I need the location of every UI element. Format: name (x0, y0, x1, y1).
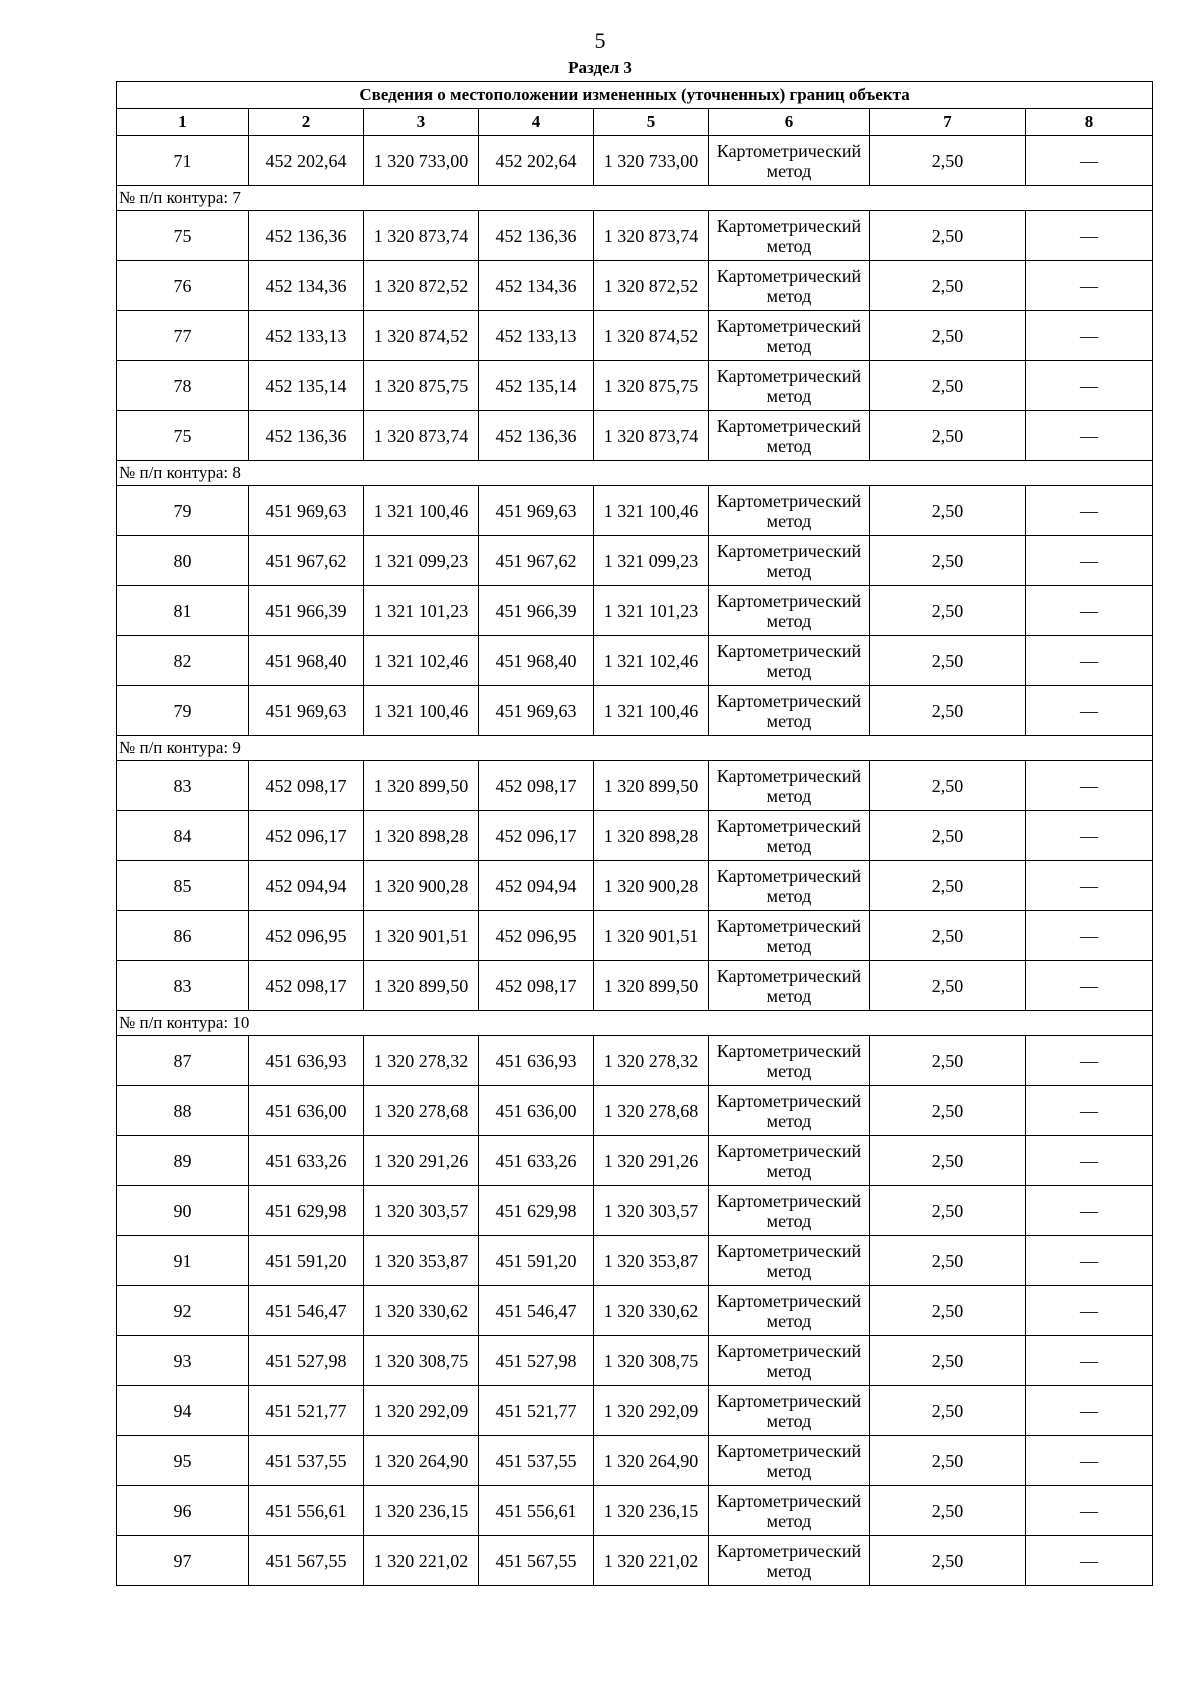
new-y-coordinate-cell: 1 320 292,09 (594, 1386, 709, 1436)
accuracy-cell: 2,50 (870, 1536, 1026, 1586)
accuracy-cell: 2,50 (870, 136, 1026, 186)
x-coordinate-cell: 451 591,20 (249, 1236, 364, 1286)
point-number-cell: 79 (117, 686, 249, 736)
point-number-cell: 79 (117, 486, 249, 536)
note-cell: — (1026, 411, 1153, 461)
new-y-coordinate-cell: 1 321 100,46 (594, 486, 709, 536)
method-cell: Картометрический метод (709, 536, 870, 586)
table-row (117, 536, 1153, 586)
new-x-coordinate-cell: 452 094,94 (479, 861, 594, 911)
x-coordinate-cell: 452 202,64 (249, 136, 364, 186)
point-number-cell: 82 (117, 636, 249, 686)
note-cell: — (1026, 1286, 1153, 1336)
accuracy-cell: 2,50 (870, 1286, 1026, 1336)
note-cell: — (1026, 1336, 1153, 1386)
new-y-coordinate-cell: 1 320 875,75 (594, 361, 709, 411)
contour-label: № п/п контура: 9 (117, 736, 1153, 761)
table-row (117, 411, 1153, 461)
note-cell: — (1026, 1386, 1153, 1436)
y-coordinate-cell: 1 320 221,02 (364, 1536, 479, 1586)
x-coordinate-cell: 451 527,98 (249, 1336, 364, 1386)
new-x-coordinate-cell: 451 556,61 (479, 1486, 594, 1536)
table-row (117, 961, 1153, 1011)
new-y-coordinate-cell: 1 320 901,51 (594, 911, 709, 961)
accuracy-cell: 2,50 (870, 486, 1026, 536)
note-cell: — (1026, 1486, 1153, 1536)
x-coordinate-cell: 452 136,36 (249, 411, 364, 461)
point-number-cell: 86 (117, 911, 249, 961)
method-cell: Картометрический метод (709, 1186, 870, 1236)
accuracy-cell: 2,50 (870, 536, 1026, 586)
method-cell: Картометрический метод (709, 586, 870, 636)
accuracy-cell: 2,50 (870, 861, 1026, 911)
table-row (117, 261, 1153, 311)
table-caption: Сведения о местоположении измененных (уточненных) границ объекта (117, 82, 1153, 109)
table-row (117, 1186, 1153, 1236)
new-x-coordinate-cell: 451 969,63 (479, 486, 594, 536)
new-y-coordinate-cell: 1 321 099,23 (594, 536, 709, 586)
new-y-coordinate-cell: 1 320 733,00 (594, 136, 709, 186)
new-x-coordinate-cell: 451 967,62 (479, 536, 594, 586)
new-x-coordinate-cell: 452 136,36 (479, 411, 594, 461)
point-number-cell: 78 (117, 361, 249, 411)
point-number-cell: 96 (117, 1486, 249, 1536)
note-cell: — (1026, 1536, 1153, 1586)
x-coordinate-cell: 451 546,47 (249, 1286, 364, 1336)
note-cell: — (1026, 1186, 1153, 1236)
new-x-coordinate-cell: 452 098,17 (479, 961, 594, 1011)
x-coordinate-cell: 451 633,26 (249, 1136, 364, 1186)
y-coordinate-cell: 1 320 330,62 (364, 1286, 479, 1336)
note-cell: — (1026, 361, 1153, 411)
method-cell: Картометрический метод (709, 1486, 870, 1536)
x-coordinate-cell: 451 567,55 (249, 1536, 364, 1586)
note-cell: — (1026, 1236, 1153, 1286)
method-cell: Картометрический метод (709, 1136, 870, 1186)
y-coordinate-cell: 1 320 291,26 (364, 1136, 479, 1186)
x-coordinate-cell: 452 134,36 (249, 261, 364, 311)
point-number-cell: 92 (117, 1286, 249, 1336)
accuracy-cell: 2,50 (870, 261, 1026, 311)
y-coordinate-cell: 1 320 900,28 (364, 861, 479, 911)
point-number-cell: 71 (117, 136, 249, 186)
new-y-coordinate-cell: 1 321 102,46 (594, 636, 709, 686)
accuracy-cell: 2,50 (870, 311, 1026, 361)
note-cell: — (1026, 261, 1153, 311)
table-row (117, 211, 1153, 261)
method-cell: Картометрический метод (709, 1236, 870, 1286)
x-coordinate-cell: 451 629,98 (249, 1186, 364, 1236)
y-coordinate-cell: 1 321 099,23 (364, 536, 479, 586)
method-cell: Картометрический метод (709, 686, 870, 736)
note-cell: — (1026, 486, 1153, 536)
point-number-cell: 91 (117, 1236, 249, 1286)
method-cell: Картометрический метод (709, 486, 870, 536)
contour-row (117, 736, 1153, 761)
new-x-coordinate-cell: 451 527,98 (479, 1336, 594, 1386)
table-row (117, 1086, 1153, 1136)
new-x-coordinate-cell: 452 135,14 (479, 361, 594, 411)
point-number-cell: 75 (117, 211, 249, 261)
y-coordinate-cell: 1 320 278,32 (364, 1036, 479, 1086)
new-y-coordinate-cell: 1 320 236,15 (594, 1486, 709, 1536)
point-number-cell: 95 (117, 1436, 249, 1486)
new-x-coordinate-cell: 451 966,39 (479, 586, 594, 636)
accuracy-cell: 2,50 (870, 211, 1026, 261)
accuracy-cell: 2,50 (870, 1386, 1026, 1436)
accuracy-cell: 2,50 (870, 361, 1026, 411)
new-y-coordinate-cell: 1 321 101,23 (594, 586, 709, 636)
table-row (117, 761, 1153, 811)
table-row (117, 811, 1153, 861)
method-cell: Картометрический метод (709, 411, 870, 461)
y-coordinate-cell: 1 320 899,50 (364, 961, 479, 1011)
table-row (117, 1436, 1153, 1486)
y-coordinate-cell: 1 320 901,51 (364, 911, 479, 961)
new-x-coordinate-cell: 452 134,36 (479, 261, 594, 311)
point-number-cell: 88 (117, 1086, 249, 1136)
column-header-row (117, 109, 1153, 136)
y-coordinate-cell: 1 320 733,00 (364, 136, 479, 186)
point-number-cell: 83 (117, 961, 249, 1011)
column-header: 4 (479, 109, 594, 136)
y-coordinate-cell: 1 320 873,74 (364, 211, 479, 261)
new-x-coordinate-cell: 452 133,13 (479, 311, 594, 361)
method-cell: Картометрический метод (709, 861, 870, 911)
note-cell: — (1026, 761, 1153, 811)
table-row (117, 861, 1153, 911)
y-coordinate-cell: 1 320 899,50 (364, 761, 479, 811)
table-row (117, 636, 1153, 686)
y-coordinate-cell: 1 320 874,52 (364, 311, 479, 361)
column-header: 8 (1026, 109, 1153, 136)
accuracy-cell: 2,50 (870, 1236, 1026, 1286)
table-row (117, 136, 1153, 186)
y-coordinate-cell: 1 320 264,90 (364, 1436, 479, 1486)
new-y-coordinate-cell: 1 320 221,02 (594, 1536, 709, 1586)
y-coordinate-cell: 1 320 278,68 (364, 1086, 479, 1136)
y-coordinate-cell: 1 321 101,23 (364, 586, 479, 636)
accuracy-cell: 2,50 (870, 1136, 1026, 1186)
table-row (117, 1236, 1153, 1286)
table-row (117, 1386, 1153, 1436)
new-y-coordinate-cell: 1 321 100,46 (594, 686, 709, 736)
column-header: 3 (364, 109, 479, 136)
table-row (117, 311, 1153, 361)
contour-label: № п/п контура: 8 (117, 461, 1153, 486)
point-number-cell: 87 (117, 1036, 249, 1086)
accuracy-cell: 2,50 (870, 911, 1026, 961)
y-coordinate-cell: 1 321 100,46 (364, 486, 479, 536)
method-cell: Картометрический метод (709, 211, 870, 261)
coordinates-table (116, 81, 1153, 1586)
note-cell: — (1026, 1436, 1153, 1486)
new-y-coordinate-cell: 1 320 873,74 (594, 211, 709, 261)
y-coordinate-cell: 1 320 303,57 (364, 1186, 479, 1236)
accuracy-cell: 2,50 (870, 586, 1026, 636)
point-number-cell: 94 (117, 1386, 249, 1436)
point-number-cell: 76 (117, 261, 249, 311)
new-x-coordinate-cell: 451 567,55 (479, 1536, 594, 1586)
column-header: 6 (709, 109, 870, 136)
accuracy-cell: 2,50 (870, 636, 1026, 686)
x-coordinate-cell: 452 135,14 (249, 361, 364, 411)
point-number-cell: 90 (117, 1186, 249, 1236)
method-cell: Картометрический метод (709, 1036, 870, 1086)
method-cell: Картометрический метод (709, 811, 870, 861)
x-coordinate-cell: 451 967,62 (249, 536, 364, 586)
method-cell: Картометрический метод (709, 1336, 870, 1386)
table-caption-row (117, 82, 1153, 109)
y-coordinate-cell: 1 320 875,75 (364, 361, 479, 411)
new-y-coordinate-cell: 1 320 264,90 (594, 1436, 709, 1486)
new-x-coordinate-cell: 451 968,40 (479, 636, 594, 686)
x-coordinate-cell: 452 094,94 (249, 861, 364, 911)
new-x-coordinate-cell: 451 546,47 (479, 1286, 594, 1336)
new-x-coordinate-cell: 451 636,93 (479, 1036, 594, 1086)
table-row (117, 686, 1153, 736)
table-row (117, 911, 1153, 961)
accuracy-cell: 2,50 (870, 1186, 1026, 1236)
table-row (117, 1036, 1153, 1086)
method-cell: Картометрический метод (709, 136, 870, 186)
new-y-coordinate-cell: 1 320 899,50 (594, 961, 709, 1011)
accuracy-cell: 2,50 (870, 686, 1026, 736)
y-coordinate-cell: 1 321 100,46 (364, 686, 479, 736)
x-coordinate-cell: 451 966,39 (249, 586, 364, 636)
new-x-coordinate-cell: 451 636,00 (479, 1086, 594, 1136)
accuracy-cell: 2,50 (870, 961, 1026, 1011)
accuracy-cell: 2,50 (870, 1336, 1026, 1386)
new-x-coordinate-cell: 452 136,36 (479, 211, 594, 261)
point-number-cell: 81 (117, 586, 249, 636)
contour-row (117, 461, 1153, 486)
point-number-cell: 84 (117, 811, 249, 861)
x-coordinate-cell: 452 098,17 (249, 761, 364, 811)
contour-label: № п/п контура: 7 (117, 186, 1153, 211)
contour-row (117, 186, 1153, 211)
table-row (117, 361, 1153, 411)
method-cell: Картометрический метод (709, 261, 870, 311)
y-coordinate-cell: 1 320 292,09 (364, 1386, 479, 1436)
table-body (117, 82, 1153, 1586)
accuracy-cell: 2,50 (870, 1486, 1026, 1536)
new-y-coordinate-cell: 1 320 898,28 (594, 811, 709, 861)
new-x-coordinate-cell: 452 096,95 (479, 911, 594, 961)
method-cell: Картометрический метод (709, 361, 870, 411)
new-x-coordinate-cell: 451 969,63 (479, 686, 594, 736)
new-y-coordinate-cell: 1 320 308,75 (594, 1336, 709, 1386)
new-y-coordinate-cell: 1 320 278,32 (594, 1036, 709, 1086)
new-y-coordinate-cell: 1 320 278,68 (594, 1086, 709, 1136)
column-header: 2 (249, 109, 364, 136)
note-cell: — (1026, 686, 1153, 736)
contour-label: № п/п контура: 10 (117, 1011, 1153, 1036)
note-cell: — (1026, 136, 1153, 186)
new-x-coordinate-cell: 451 537,55 (479, 1436, 594, 1486)
accuracy-cell: 2,50 (870, 811, 1026, 861)
new-y-coordinate-cell: 1 320 874,52 (594, 311, 709, 361)
new-y-coordinate-cell: 1 320 303,57 (594, 1186, 709, 1236)
y-coordinate-cell: 1 320 308,75 (364, 1336, 479, 1386)
new-y-coordinate-cell: 1 320 291,26 (594, 1136, 709, 1186)
y-coordinate-cell: 1 321 102,46 (364, 636, 479, 686)
new-y-coordinate-cell: 1 320 330,62 (594, 1286, 709, 1336)
y-coordinate-cell: 1 320 872,52 (364, 261, 479, 311)
table-row (117, 1286, 1153, 1336)
x-coordinate-cell: 452 096,95 (249, 911, 364, 961)
x-coordinate-cell: 451 556,61 (249, 1486, 364, 1536)
table-row (117, 1486, 1153, 1536)
method-cell: Картометрический метод (709, 1386, 870, 1436)
x-coordinate-cell: 451 969,63 (249, 486, 364, 536)
new-x-coordinate-cell: 452 096,17 (479, 811, 594, 861)
point-number-cell: 83 (117, 761, 249, 811)
y-coordinate-cell: 1 320 898,28 (364, 811, 479, 861)
y-coordinate-cell: 1 320 236,15 (364, 1486, 479, 1536)
new-x-coordinate-cell: 451 521,77 (479, 1386, 594, 1436)
x-coordinate-cell: 451 636,00 (249, 1086, 364, 1136)
new-x-coordinate-cell: 452 098,17 (479, 761, 594, 811)
new-y-coordinate-cell: 1 320 353,87 (594, 1236, 709, 1286)
point-number-cell: 97 (117, 1536, 249, 1586)
note-cell: — (1026, 586, 1153, 636)
new-x-coordinate-cell: 452 202,64 (479, 136, 594, 186)
method-cell: Картометрический метод (709, 311, 870, 361)
y-coordinate-cell: 1 320 873,74 (364, 411, 479, 461)
section-title: Раздел 3 (568, 58, 632, 77)
column-header: 5 (594, 109, 709, 136)
note-cell: — (1026, 311, 1153, 361)
method-cell: Картометрический метод (709, 636, 870, 686)
new-y-coordinate-cell: 1 320 873,74 (594, 411, 709, 461)
point-number-cell: 77 (117, 311, 249, 361)
note-cell: — (1026, 911, 1153, 961)
column-header: 1 (117, 109, 249, 136)
accuracy-cell: 2,50 (870, 1436, 1026, 1486)
method-cell: Картометрический метод (709, 1536, 870, 1586)
point-number-cell: 89 (117, 1136, 249, 1186)
note-cell: — (1026, 1136, 1153, 1186)
note-cell: — (1026, 861, 1153, 911)
new-y-coordinate-cell: 1 320 872,52 (594, 261, 709, 311)
point-number-cell: 80 (117, 536, 249, 586)
new-y-coordinate-cell: 1 320 900,28 (594, 861, 709, 911)
x-coordinate-cell: 451 521,77 (249, 1386, 364, 1436)
new-x-coordinate-cell: 451 629,98 (479, 1186, 594, 1236)
note-cell: — (1026, 211, 1153, 261)
x-coordinate-cell: 451 968,40 (249, 636, 364, 686)
new-x-coordinate-cell: 451 633,26 (479, 1136, 594, 1186)
method-cell: Картометрический метод (709, 1086, 870, 1136)
method-cell: Картометрический метод (709, 911, 870, 961)
table-row (117, 586, 1153, 636)
note-cell: — (1026, 636, 1153, 686)
table-row (117, 1336, 1153, 1386)
x-coordinate-cell: 451 969,63 (249, 686, 364, 736)
x-coordinate-cell: 451 636,93 (249, 1036, 364, 1086)
x-coordinate-cell: 452 133,13 (249, 311, 364, 361)
column-header: 7 (870, 109, 1026, 136)
note-cell: — (1026, 811, 1153, 861)
accuracy-cell: 2,50 (870, 411, 1026, 461)
note-cell: — (1026, 961, 1153, 1011)
x-coordinate-cell: 452 098,17 (249, 961, 364, 1011)
x-coordinate-cell: 451 537,55 (249, 1436, 364, 1486)
method-cell: Картометрический метод (709, 761, 870, 811)
x-coordinate-cell: 452 096,17 (249, 811, 364, 861)
note-cell: — (1026, 536, 1153, 586)
table-row (117, 1536, 1153, 1586)
table-row (117, 486, 1153, 536)
method-cell: Картометрический метод (709, 1286, 870, 1336)
accuracy-cell: 2,50 (870, 1036, 1026, 1086)
note-cell: — (1026, 1086, 1153, 1136)
method-cell: Картометрический метод (709, 1436, 870, 1486)
point-number-cell: 75 (117, 411, 249, 461)
note-cell: — (1026, 1036, 1153, 1086)
page-number: 5 (594, 28, 606, 53)
new-y-coordinate-cell: 1 320 899,50 (594, 761, 709, 811)
accuracy-cell: 2,50 (870, 761, 1026, 811)
contour-row (117, 1011, 1153, 1036)
accuracy-cell: 2,50 (870, 1086, 1026, 1136)
y-coordinate-cell: 1 320 353,87 (364, 1236, 479, 1286)
x-coordinate-cell: 452 136,36 (249, 211, 364, 261)
point-number-cell: 85 (117, 861, 249, 911)
table-row (117, 1136, 1153, 1186)
method-cell: Картометрический метод (709, 961, 870, 1011)
point-number-cell: 93 (117, 1336, 249, 1386)
new-x-coordinate-cell: 451 591,20 (479, 1236, 594, 1286)
